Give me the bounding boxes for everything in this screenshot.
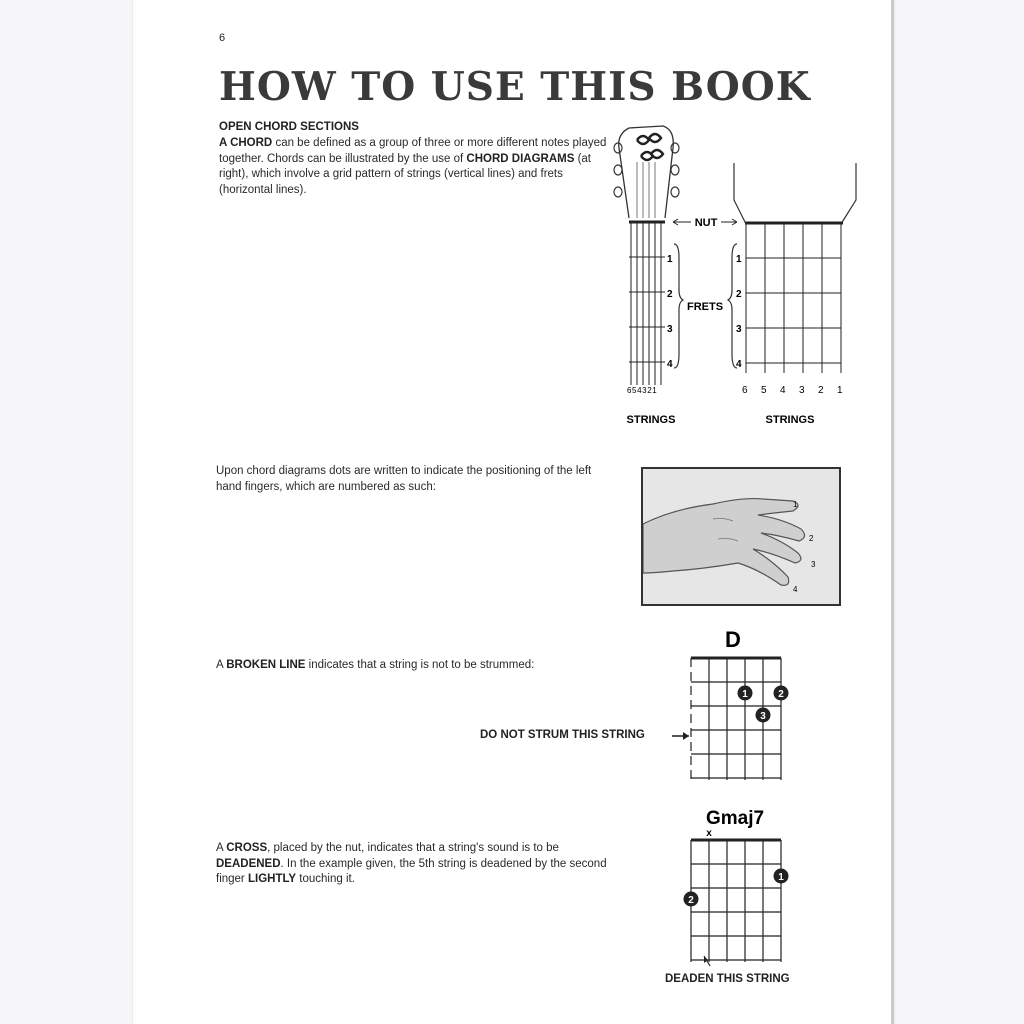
string-number: 2 (818, 385, 824, 396)
page-number: 6 (219, 32, 226, 44)
string-number: 6 (742, 385, 748, 396)
string-number: 1 (837, 385, 843, 396)
fret-number: 3 (667, 324, 673, 335)
do-not-strum-callout: DO NOT STRUM THIS STRING (480, 729, 645, 741)
finger-label: 2 (809, 534, 814, 543)
hand-photo (641, 467, 841, 606)
fret-number: 1 (736, 254, 742, 265)
cross-paragraph: A CROSS, placed by the nut, indicates that a string's sound is to be DEADENED. In the example given, the 5th string is deadened by the second finger LIGHTLY touching it. (216, 842, 607, 885)
string-number: 4 (780, 385, 786, 396)
guitar-neck-diagram (607, 118, 877, 423)
page-title: HOW TO USE THIS BOOK (219, 64, 811, 110)
term-chord-diagrams: CHORD DIAGRAMS (466, 152, 575, 165)
deaden-callout: DEADEN THIS STRING (665, 973, 790, 985)
narrow-fretboard (629, 222, 683, 385)
book-page (133, 0, 894, 1024)
fret-number: 4 (736, 359, 742, 370)
string-number: 5 (761, 385, 767, 396)
fret-number: 4 (667, 359, 673, 370)
broken-line-paragraph: A BROKEN LINE indicates that a string is not to be strummed: (216, 659, 535, 671)
finger-label: 1 (793, 500, 798, 509)
finger-dot-number: 1 (778, 872, 784, 883)
headstock-icon (614, 126, 679, 218)
finger-dot-number: 2 (688, 895, 694, 906)
gmaj7-chord-diagram (678, 800, 798, 968)
finger-dots-paragraph: Upon chord diagrams dots are written to indicate the positioning of the left hand fingers, which are numbered as such: (216, 465, 592, 493)
term-deadened: DEADENED (216, 857, 281, 870)
term-lightly: LIGHTLY (247, 873, 297, 885)
strings-label: STRINGS (765, 414, 815, 423)
string-numbers-compact: 654321 (627, 386, 658, 395)
section-heading: OPEN CHORD SECTIONS (219, 121, 359, 133)
nut-label: NUT (694, 217, 718, 229)
wide-fretboard (728, 163, 856, 373)
fret-number: 2 (736, 289, 742, 300)
chord-name: D (725, 627, 741, 652)
finger-dot-number: 3 (760, 711, 766, 722)
fret-number: 1 (667, 254, 673, 265)
term-chord: A CHORD (219, 137, 273, 149)
term-broken-line: BROKEN LINE (226, 659, 306, 671)
strings-label: STRINGS (626, 414, 676, 423)
string-number: 3 (799, 385, 805, 396)
finger-dot-number: 1 (742, 689, 748, 700)
d-chord-diagram (678, 624, 798, 784)
term-cross: CROSS (226, 842, 268, 854)
frets-label: FRETS (686, 301, 724, 313)
fret-number: 3 (736, 324, 742, 335)
chord-definition-paragraph: A CHORD can be defined as a group of three or more different notes played together. Chords can be illustrated by the use of CHORD DIAGRAMS (at right), which involve a grid pattern of strings (vertical lines) and frets (horizontal lines). (219, 137, 607, 196)
arrow-right-icon (670, 729, 692, 743)
fret-number: 2 (667, 289, 673, 300)
finger-dot-number: 2 (778, 689, 784, 700)
chord-name: Gmaj7 (705, 808, 765, 829)
finger-label: 3 (811, 560, 816, 569)
hand-icon (643, 469, 839, 604)
finger-label: 4 (793, 585, 798, 594)
cross-mark: x (706, 828, 712, 839)
